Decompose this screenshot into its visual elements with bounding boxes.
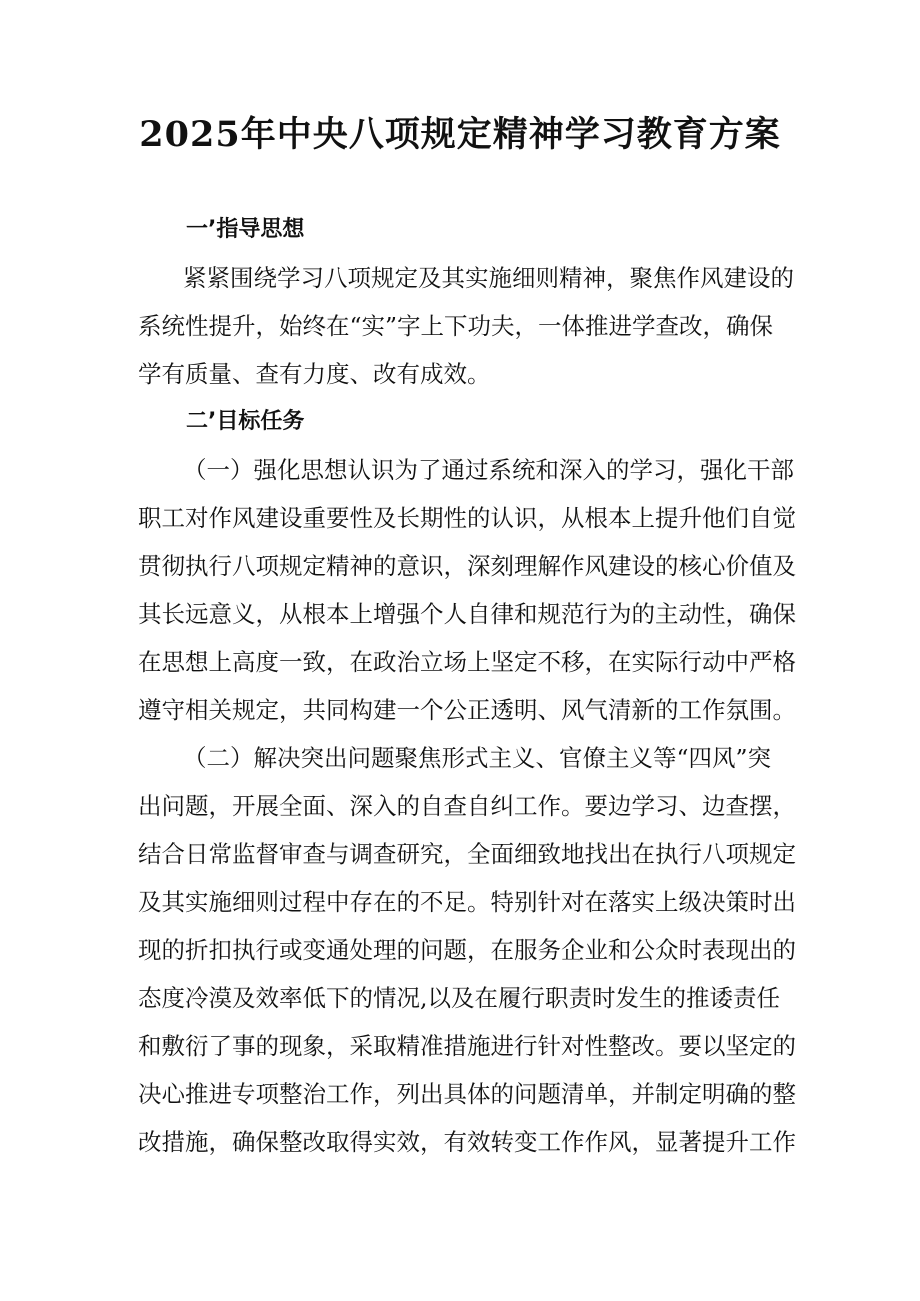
paragraph-line: 职工对作风建设重要性及长期性的认识，从根本上提升他们自觉 (138, 504, 796, 532)
paragraph-line: 结合日常监督审查与调查研究，全面细致地找出在执行八项规定 (138, 840, 796, 868)
section-heading-guiding-ideology: 一’指导思想 (186, 217, 305, 242)
paragraph-line: 贯彻执行八项规定精神的意识，深刻理解作风建设的核心价值及 (138, 552, 796, 580)
paragraph-line: 紧紧围绕学习八项规定及其实施细则精神，聚焦作风建设的 (183, 264, 794, 292)
paragraph-line: 出问题，开展全面、深入的自查自纠工作。要边学习、边查摆， (138, 792, 796, 820)
paragraph-line: 现的折扣执行或变通处理的问题，在服务企业和公众时表现出的 (138, 936, 796, 964)
paragraph-line: 及其实施细则过程中存在的不足。特别针对在落实上级决策时出 (138, 888, 796, 916)
paragraph-line: （一）强化思想认识为了通过系统和深入的学习，强化干部 (183, 456, 794, 484)
paragraph-line: 遵守相关规定，共同构建一个公正透明、风气清新的工作氛围。 (138, 696, 796, 724)
paragraph-line: 态度冷漠及效率低下的情况,以及在履行职责时发生的推诿责任 (138, 984, 780, 1012)
paragraph-line: 学有质量、查有力度、改有成效。 (138, 360, 491, 388)
paragraph-line: 在思想上高度一致，在政治立场上坚定不移，在实际行动中严格 (138, 648, 796, 676)
paragraph-line: 系统性提升，始终在“实”字上下功夫，一体推进学查改，确保 (138, 312, 774, 340)
paragraph-line: 其长远意义，从根本上增强个人自律和规范行为的主动性，确保 (138, 600, 796, 628)
paragraph-line: 改措施，确保整改取得实效，有效转变工作作风，显著提升工作 (138, 1128, 796, 1156)
section-heading-goals-tasks: 二’目标任务 (186, 409, 305, 434)
paragraph-line: 决心推进专项整治工作，列出具体的问题清单，并制定明确的整 (138, 1080, 796, 1108)
document-title: 2025年中央八项规定精神学习教育方案 (139, 114, 781, 155)
paragraph-line: 和敷衍了事的现象，采取精准措施进行针对性整改。要以坚定的 (138, 1032, 796, 1060)
paragraph-line: （二）解决突出问题聚焦形式主义、官僚主义等“四风”突 (183, 744, 772, 772)
